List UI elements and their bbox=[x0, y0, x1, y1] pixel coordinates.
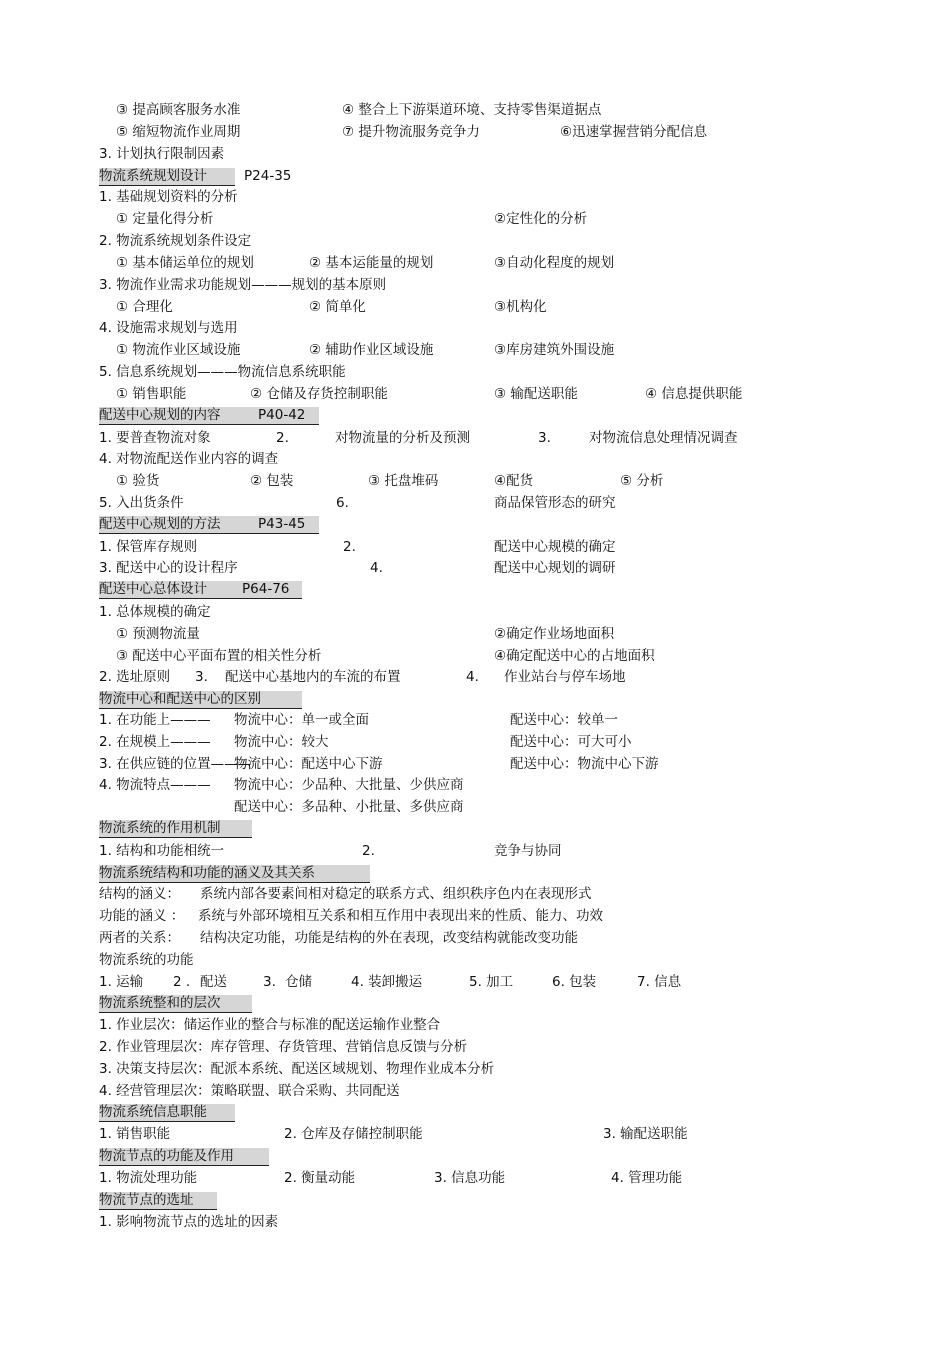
text-line bbox=[0, 493, 950, 513]
page-reference: P43-45 bbox=[258, 516, 306, 532]
text-line bbox=[0, 449, 950, 469]
section-heading bbox=[0, 864, 950, 884]
text-line bbox=[0, 558, 950, 578]
line-text: 1. 影响物流节点的选址的因素 bbox=[99, 1214, 279, 1230]
text-line bbox=[0, 275, 950, 295]
line-text: 4. 设施需求规划与选用 bbox=[99, 320, 238, 336]
line-text: 1. 销售职能 bbox=[99, 1126, 171, 1142]
line-text: 3. 信息功能 bbox=[434, 1170, 506, 1186]
line-text: 1. 在功能上——— bbox=[99, 712, 211, 728]
line-text: 物流中心：较大 bbox=[234, 734, 329, 750]
line-text: ⑥迅速掌握营销分配信息 bbox=[560, 124, 708, 140]
line-text: 2. 选址原则 bbox=[99, 669, 171, 685]
text-line bbox=[0, 231, 950, 251]
text-line bbox=[0, 122, 950, 142]
text-line bbox=[0, 384, 950, 404]
line-text: 2. 物流系统规划条件设定 bbox=[99, 233, 252, 249]
section-title: 配送中心总体设计 bbox=[99, 581, 207, 597]
text-line bbox=[0, 775, 950, 795]
text-line bbox=[0, 318, 950, 338]
text-line bbox=[0, 209, 950, 229]
line-text: 4. 对物流配送作业内容的调查 bbox=[99, 451, 279, 467]
line-text: 3. bbox=[538, 430, 551, 446]
line-text: 配送中心：可大可小 bbox=[510, 734, 632, 750]
page-reference: P40-42 bbox=[258, 407, 306, 423]
line-text: ④ 整合上下游渠道环境、支持零售渠道据点 bbox=[342, 102, 602, 118]
line-text: ① 合理化 bbox=[116, 299, 173, 315]
section-heading bbox=[0, 515, 950, 535]
line-text: ② 包装 bbox=[250, 473, 294, 489]
line-text: ②确定作业场地面积 bbox=[494, 626, 615, 642]
line-text: 1. 保管库存规则 bbox=[99, 539, 198, 555]
line-text: 配送中心规划的调研 bbox=[494, 560, 616, 576]
line-text: ② 辅助作业区域设施 bbox=[309, 342, 434, 358]
text-line bbox=[0, 928, 950, 948]
line-text: 竞争与协同 bbox=[494, 843, 562, 859]
page-reference: P24-35 bbox=[244, 168, 292, 184]
line-text: 结构的涵义： bbox=[99, 886, 180, 902]
line-text: 1. 结构和功能相统一 bbox=[99, 843, 225, 859]
text-line bbox=[0, 732, 950, 752]
line-text: 2. bbox=[362, 843, 375, 859]
text-line bbox=[0, 972, 950, 992]
line-text: 5. 加工 bbox=[469, 974, 514, 990]
line-text: 对物流信息处理情况调查 bbox=[589, 430, 738, 446]
line-text: 4. 管理功能 bbox=[611, 1170, 683, 1186]
section-title: 物流节点的功能及作用 bbox=[99, 1148, 234, 1164]
line-text: 配送 bbox=[200, 974, 227, 990]
text-line bbox=[0, 100, 950, 120]
line-text: 2. 衡量动能 bbox=[284, 1170, 356, 1186]
line-text: 2. 作业管理层次：库存管理、存货管理、营销信息反馈与分析 bbox=[99, 1039, 468, 1055]
line-text: ③机构化 bbox=[494, 299, 547, 315]
line-text: 配送中心：较单一 bbox=[510, 712, 618, 728]
line-text: ②定性化的分析 bbox=[494, 211, 588, 227]
line-text: 2. bbox=[276, 430, 289, 446]
line-text: ① 销售职能 bbox=[116, 386, 187, 402]
line-text: 4. bbox=[466, 669, 479, 685]
section-heading bbox=[0, 167, 950, 187]
line-text: 1. 基础规划资料的分析 bbox=[99, 189, 238, 205]
line-text: ③自动化程度的规划 bbox=[494, 255, 615, 271]
line-text: 6. 包装 bbox=[552, 974, 597, 990]
line-text: 两者的关系： bbox=[99, 930, 180, 946]
line-text: ③ 托盘堆码 bbox=[368, 473, 439, 489]
section-title: 物流系统整和的层次 bbox=[99, 995, 221, 1011]
section-title: 物流系统规划设计 bbox=[99, 168, 207, 184]
section-title: 物流系统的作用机制 bbox=[99, 820, 221, 836]
line-text: ⑤ 分析 bbox=[620, 473, 664, 489]
section-heading bbox=[0, 1103, 950, 1123]
line-text: 仓储 bbox=[285, 974, 312, 990]
text-line bbox=[0, 297, 950, 317]
text-line bbox=[0, 187, 950, 207]
text-line bbox=[0, 950, 950, 970]
text-line bbox=[0, 624, 950, 644]
line-text: 4. bbox=[370, 560, 383, 576]
line-text: 2. 在规模上——— bbox=[99, 734, 211, 750]
text-line bbox=[0, 1168, 950, 1188]
line-text: 配送中心规模的确定 bbox=[494, 539, 616, 555]
section-title: 物流中心和配送中心的区别 bbox=[99, 691, 261, 707]
line-text: 3. 计划执行限制因素 bbox=[99, 146, 225, 162]
line-text: 1. 作业层次：储运作业的整合与标准的配送运输作业整合 bbox=[99, 1017, 441, 1033]
line-text: 物流系统的功能 bbox=[99, 952, 194, 968]
line-text: ① 验货 bbox=[116, 473, 160, 489]
line-text: 4. 装卸搬运 bbox=[351, 974, 423, 990]
line-text: 结构决定功能，功能是结构的外在表现，改变结构就能改变功能 bbox=[200, 930, 578, 946]
line-text: 商品保管形态的研究 bbox=[494, 495, 616, 511]
line-text: 物流中心：少品种、大批量、少供应商 bbox=[234, 777, 464, 793]
text-line bbox=[0, 667, 950, 687]
line-text: ⑤ 缩短物流作业周期 bbox=[116, 124, 241, 140]
text-line bbox=[0, 1081, 950, 1101]
text-line bbox=[0, 537, 950, 557]
section-heading bbox=[0, 1191, 950, 1211]
text-line bbox=[0, 884, 950, 904]
line-text: 物流中心：单一或全面 bbox=[234, 712, 369, 728]
text-line bbox=[0, 340, 950, 360]
line-text: ② 仓储及存货控制职能 bbox=[250, 386, 388, 402]
line-text: ② 基本运能量的规划 bbox=[309, 255, 434, 271]
section-heading bbox=[0, 580, 950, 600]
line-text: 功能的涵义 ： bbox=[99, 908, 185, 924]
line-text: 3. 在供应链的位置——— bbox=[99, 756, 252, 772]
text-line bbox=[0, 428, 950, 448]
line-text: 3. bbox=[263, 974, 276, 990]
text-line bbox=[0, 362, 950, 382]
line-text: 1. 物流处理功能 bbox=[99, 1170, 198, 1186]
text-line bbox=[0, 253, 950, 273]
line-text: 3. bbox=[195, 669, 208, 685]
text-line bbox=[0, 602, 950, 622]
text-line bbox=[0, 906, 950, 926]
text-line bbox=[0, 754, 950, 774]
line-text: 对物流量的分析及预测 bbox=[335, 430, 470, 446]
page-reference: P64-76 bbox=[242, 581, 290, 597]
line-text: 4. 经营管理层次：策略联盟、联合采购、共同配送 bbox=[99, 1083, 400, 1099]
section-heading bbox=[0, 994, 950, 1014]
line-text: 3. 输配送职能 bbox=[603, 1126, 688, 1142]
line-text: 配送中心：多品种、小批量、多供应商 bbox=[234, 799, 464, 815]
line-text: ① 定量化得分析 bbox=[116, 211, 214, 227]
text-line bbox=[0, 1124, 950, 1144]
text-line bbox=[0, 144, 950, 164]
line-text: ④确定配送中心的占地面积 bbox=[494, 648, 655, 664]
section-title: 配送中心规划的方法 bbox=[99, 516, 221, 532]
line-text: 1. 总体规模的确定 bbox=[99, 604, 211, 620]
line-text: 6. bbox=[336, 495, 349, 511]
line-text: 系统内部各要素间相对稳定的联系方式、组织秩序色内在表现形式 bbox=[200, 886, 592, 902]
line-text: 4. 物流特点——— bbox=[99, 777, 211, 793]
line-text: ③库房建筑外围设施 bbox=[494, 342, 615, 358]
line-text: 系统与外部环境相互关系和相互作用中表现出来的性质、能力、功效 bbox=[198, 908, 603, 924]
line-text: ① 物流作业区域设施 bbox=[116, 342, 241, 358]
line-text: 5. 信息系统规划———物流信息系统职能 bbox=[99, 364, 346, 380]
line-text: ⑦ 提升物流服务竞争力 bbox=[342, 124, 480, 140]
text-line bbox=[0, 797, 950, 817]
line-text: ③ 提高顾客服务水准 bbox=[116, 102, 241, 118]
text-line bbox=[0, 1059, 950, 1079]
line-text: 3. 配送中心的设计程序 bbox=[99, 560, 238, 576]
line-text: ③ 输配送职能 bbox=[494, 386, 578, 402]
section-title: 配送中心规划的内容 bbox=[99, 407, 221, 423]
text-line bbox=[0, 1015, 950, 1035]
line-text: 7. 信息 bbox=[637, 974, 682, 990]
line-text: 3. 物流作业需求功能规划———规划的基本原则 bbox=[99, 277, 387, 293]
line-text: ② 简单化 bbox=[309, 299, 366, 315]
line-text: ④配货 bbox=[494, 473, 534, 489]
text-line bbox=[0, 710, 950, 730]
line-text: 2. 仓库及存储控制职能 bbox=[284, 1126, 423, 1142]
line-text: 2 . bbox=[173, 974, 191, 990]
section-heading bbox=[0, 1147, 950, 1167]
section-title: 物流系统信息职能 bbox=[99, 1104, 207, 1120]
line-text: ① 预测物流量 bbox=[116, 626, 200, 642]
text-line bbox=[0, 1212, 950, 1232]
line-text: 配送中心：物流中心下游 bbox=[510, 756, 659, 772]
section-heading bbox=[0, 690, 950, 710]
section-heading bbox=[0, 406, 950, 426]
line-text: 配送中心基地内的车流的布置 bbox=[225, 669, 401, 685]
line-text: 2. bbox=[343, 539, 356, 555]
line-text: ③ 配送中心平面布置的相关性分析 bbox=[116, 648, 322, 664]
line-text: ① 基本储运单位的规划 bbox=[116, 255, 254, 271]
line-text: 1. 要普查物流对象 bbox=[99, 430, 211, 446]
line-text: 3. 决策支持层次：配派本系统、配送区域规划、物理作业成本分析 bbox=[99, 1061, 495, 1077]
text-line bbox=[0, 646, 950, 666]
text-line bbox=[0, 471, 950, 491]
text-line bbox=[0, 1037, 950, 1057]
line-text: 作业站台与停车场地 bbox=[504, 669, 626, 685]
line-text: ④ 信息提供职能 bbox=[645, 386, 743, 402]
line-text: 物流中心：配送中心下游 bbox=[234, 756, 383, 772]
section-title: 物流系统结构和功能的涵义及其关系 bbox=[99, 865, 315, 881]
line-text: 5. 入出货条件 bbox=[99, 495, 184, 511]
section-heading bbox=[0, 819, 950, 839]
line-text: 1. 运输 bbox=[99, 974, 144, 990]
text-line bbox=[0, 841, 950, 861]
section-title: 物流节点的选址 bbox=[99, 1192, 194, 1208]
